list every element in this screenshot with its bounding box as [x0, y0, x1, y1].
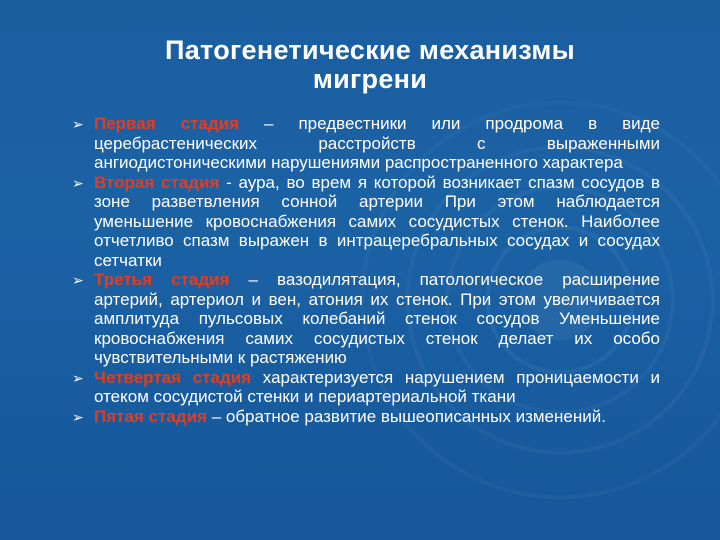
- arrow-bullet-icon: ➢: [72, 369, 84, 386]
- arrow-bullet-icon: ➢: [72, 116, 84, 132]
- stage-item-4: [72, 368, 660, 407]
- arrow-bullet-icon: ➢: [72, 272, 84, 288]
- stage-name: Первая стадия: [94, 114, 240, 133]
- stage-name: Четвертая стадия: [94, 367, 252, 387]
- slide-title-line-2: мигрени: [312, 64, 428, 94]
- stage-name: Вторая стадия: [94, 172, 220, 192]
- arrow-bullet-icon: ➢: [72, 408, 84, 425]
- stage-item-1: [72, 114, 660, 173]
- stage-description: – вазодилятация, патологическое расширение артерий, артериол и вен, атония их стенок. При этом увеличивается амплитуда пульсовых колебаний стенок сосудов Уменьшение кровоснабжения самих сосудистых стенок делает их особо чувствительными к растяжению: [94, 270, 660, 367]
- stage-item-3: [72, 270, 660, 368]
- stage-name: Пятая стадия: [94, 406, 207, 426]
- stage-description: – предвестники или продрома в виде церебрастенических расстройств с выраженными ангиодистоническими нарушениями распространенного характера: [94, 114, 660, 172]
- stage-list: [72, 114, 660, 426]
- stage-item-2: [72, 173, 660, 271]
- slide-title: [0, 36, 720, 94]
- stage-description: – обратное развитие вышеописанных изменений.: [206, 406, 606, 426]
- slide-title-line-1: Патогенетические механизмы: [165, 35, 575, 65]
- stage-description: - аура, во врем я которой возникает спазм сосудов в зоне разветвления сонной артерии При этом наблюдается уменьшение кровоснабжения самих сосудистых стенок. Наиболее отчетливо спазм выражен в интрацеребральных сосудах и сосудах сетчатки: [94, 172, 660, 270]
- stage-description: характеризуется нарушением проницаемости и отеком сосудистой стенки и периартериальной ткани: [94, 367, 660, 406]
- stage-item-5: [72, 407, 660, 427]
- stage-name: Третья стадия: [94, 270, 230, 289]
- arrow-bullet-icon: ➢: [72, 174, 84, 191]
